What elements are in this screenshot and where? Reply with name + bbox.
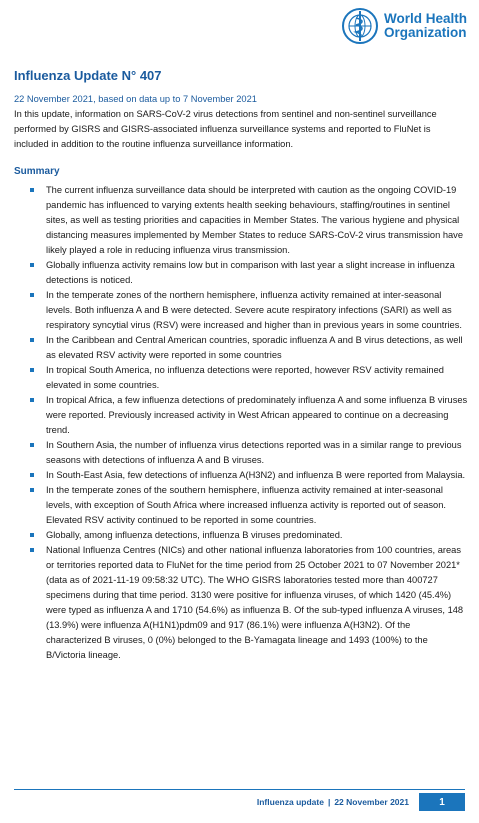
summary-item: In the temperate zones of the northern hemisphere, influenza activity remained at inter-seasonal levels. Both influenza A and B were detected. Severe acute respiratory infections (SARI) as well as respiratory syncytial virus (RSV) were increased and higher than in previous years in some countries. xyxy=(30,288,468,333)
bullet-icon xyxy=(30,533,34,537)
summary-item: National Influenza Centres (NICs) and other national influenza laboratories from 100 countries, areas or territories reported data to FluNet for the time period from 25 October 2021 to 07 November 2021* (data as of 2021-11-19 09:58:32 UTC). The WHO GISRS laboratories tested more than 400727 specimens during that time period. 3130 were positive for influenza viruses, of which 1420 (45.4%) were typed as influenza A and 1710 (54.6%) as influenza B. Of the sub-typed influenza A viruses, 148 (13.9%) were influenza A(H1N1)pdm09 and 917 (86.1%) were influenza A(H3N2). Of the characterized B viruses, 0 (0%) belonged to the B-Yamagata lineage and 1493 (100%) to the B/Victoria lineage. xyxy=(30,543,468,663)
report-date: 22 November 2021, based on data up to 7 November 2021 xyxy=(14,94,257,104)
who-logo xyxy=(340,6,467,46)
organization-name: World Health Organization xyxy=(383,11,467,40)
intro-paragraph: In this update, information on SARS-CoV-2 virus detections from sentinel and non-sentinel surveillance performed by GISRS and GISRS-associated influenza surveillance systems and reported to FluNet is included in addition to the routine influenza surveillance information. xyxy=(14,109,437,149)
page-title: Influenza Update N° 407 xyxy=(14,68,162,83)
summary-item: The current influenza surveillance data should be interpreted with caution as the ongoing COVID-19 pandemic has influenced to varying extents health seeking behaviours, staffing/routines in sentinel sites, as well as testing priorities and capacities in Member States. The various hygiene and physical distancing measures implemented by Member States to reduce SARS-CoV-2 virus transmission have likely played a role in reducing influenza virus transmission. xyxy=(30,183,468,258)
summary-item: In Southern Asia, the number of influenza virus detections reported was in a similar range to previous seasons with detections of influenza A and B viruses. xyxy=(30,438,468,468)
footer-divider xyxy=(14,789,465,790)
bullet-icon xyxy=(30,488,34,492)
summary-item: In tropical Africa, a few influenza detections of predominately influenza A and some influenza B viruses were reported. Previously increased activity in West African appeared to continue on a decreasing trend. xyxy=(30,393,468,438)
bullet-icon xyxy=(30,293,34,297)
bullet-icon xyxy=(30,443,34,447)
bullet-icon xyxy=(30,548,34,552)
summary-list xyxy=(30,183,468,663)
summary-item: In South-East Asia, few detections of influenza A(H3N2) and influenza B were reported from Malaysia. xyxy=(30,468,468,483)
bullet-icon xyxy=(30,338,34,342)
summary-item: Globally influenza activity remains low but in comparison with last year a slight increase in influenza detections is noticed. xyxy=(30,258,468,288)
bullet-icon xyxy=(30,398,34,402)
summary-item: In tropical South America, no influenza detections were reported, however RSV activity remained elevated in some countries. xyxy=(30,363,468,393)
page-number: 1 xyxy=(419,793,465,811)
page-footer xyxy=(257,793,465,811)
bullet-icon xyxy=(30,188,34,192)
who-emblem-icon xyxy=(340,6,380,46)
summary-item: In the Caribbean and Central American countries, sporadic influenza A and B virus detections, as well as elevated RSV activity were reported in some countries xyxy=(30,333,468,363)
summary-heading: Summary xyxy=(14,166,60,177)
footer-label: Influenza update | 22 November 2021 xyxy=(256,797,409,807)
bullet-icon xyxy=(30,368,34,372)
summary-item: In the temperate zones of the southern hemisphere, influenza activity remained at inter-seasonal levels, with exception of South Africa where increased influenza activity is reported out of season. Elevated RSV activity continued to be reported in some countries. xyxy=(30,483,468,528)
bullet-icon xyxy=(30,473,34,477)
summary-item: Globally, among influenza detections, influenza B viruses predominated. xyxy=(30,528,468,543)
bullet-icon xyxy=(30,263,34,267)
